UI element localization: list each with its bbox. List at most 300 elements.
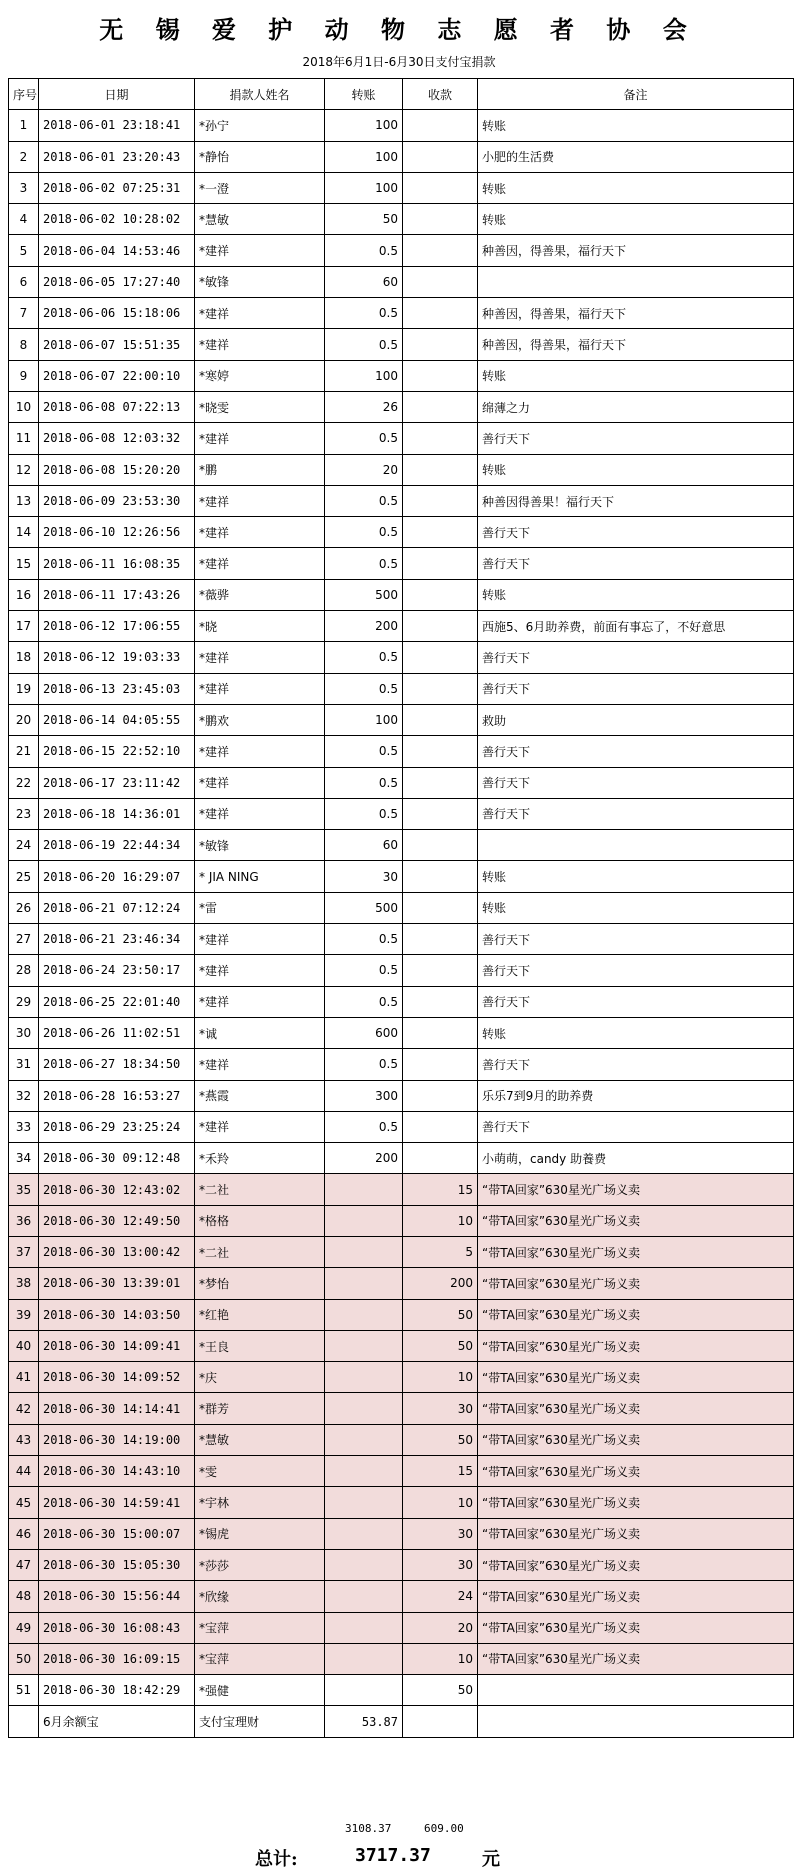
row-donor-name: *建祥: [195, 329, 325, 360]
row-index: 19: [9, 673, 39, 704]
row-donor-name: *宇林: [195, 1487, 325, 1518]
table-row: [9, 673, 794, 704]
row-donor-name: *建祥: [195, 298, 325, 329]
row-donor-name: *建祥: [195, 798, 325, 829]
row-index: 37: [9, 1236, 39, 1267]
table-row: [9, 1612, 794, 1643]
row-donor-name: *建祥: [195, 955, 325, 986]
row-donor-name: *格格: [195, 1205, 325, 1236]
row-received: 50: [403, 1675, 478, 1706]
row-donor-name: *建祥: [195, 517, 325, 548]
row-received: 200: [403, 1268, 478, 1299]
table-row: [9, 454, 794, 485]
row-donor-name: *王良: [195, 1330, 325, 1361]
row-note: “带TA回家”630星光广场义卖: [478, 1299, 794, 1330]
row-received: [403, 1111, 478, 1142]
row-note: “带TA回家”630星光广场义卖: [478, 1268, 794, 1299]
row-note: “带TA回家”630星光广场义卖: [478, 1643, 794, 1674]
row-date: 2018-06-29 23:25:24: [39, 1111, 195, 1142]
row-donor-name: *建祥: [195, 1111, 325, 1142]
row-note: “带TA回家”630星光广场义卖: [478, 1518, 794, 1549]
row-transfer: 100: [325, 141, 403, 172]
table-row: [9, 1393, 794, 1424]
row-index: 33: [9, 1111, 39, 1142]
row-donor-name: *群芳: [195, 1393, 325, 1424]
row-index: 29: [9, 986, 39, 1017]
row-transfer: [325, 1362, 403, 1393]
row-index: 17: [9, 611, 39, 642]
row-transfer: [325, 1643, 403, 1674]
row-note: 善行天下: [478, 423, 794, 454]
row-transfer: [325, 1487, 403, 1518]
table-row: [9, 579, 794, 610]
row-index: 21: [9, 736, 39, 767]
row-transfer: [325, 1581, 403, 1612]
table-header-row: [9, 79, 794, 110]
row-donor-name: *建祥: [195, 767, 325, 798]
row-date: 2018-06-19 22:44:34: [39, 830, 195, 861]
total-amount: 3717.37: [355, 1845, 431, 1866]
row-date: 2018-06-24 23:50:17: [39, 955, 195, 986]
row-donor-name: *建祥: [195, 986, 325, 1017]
row-date: 2018-06-30 18:42:29: [39, 1675, 195, 1706]
row-index: 40: [9, 1330, 39, 1361]
row-received: [403, 360, 478, 391]
row-note: “带TA回家”630星光广场义卖: [478, 1236, 794, 1267]
row-index: 43: [9, 1424, 39, 1455]
row-note: “带TA回家”630星光广场义卖: [478, 1424, 794, 1455]
row-note: 转账: [478, 579, 794, 610]
row-transfer: 0.5: [325, 235, 403, 266]
row-received: 30: [403, 1549, 478, 1580]
row-transfer: [325, 1330, 403, 1361]
page-title: 无 锡 爱 护 动 物 志 愿 者 协 会: [99, 15, 699, 44]
row-donor-name: *晓雯: [195, 391, 325, 422]
row-donor-name: *薇骅: [195, 579, 325, 610]
row-index: 14: [9, 517, 39, 548]
table-row: [9, 1017, 794, 1048]
row-transfer: [325, 1456, 403, 1487]
balance-index-cell: [9, 1706, 39, 1737]
row-transfer: [325, 1268, 403, 1299]
row-index: 35: [9, 1174, 39, 1205]
table-row: [9, 767, 794, 798]
row-date: 2018-06-12 19:03:33: [39, 642, 195, 673]
col-header-index: 序号: [9, 79, 39, 110]
row-received: [403, 798, 478, 829]
row-received: [403, 485, 478, 516]
row-received: [403, 141, 478, 172]
row-index: 1: [9, 110, 39, 141]
table-row: [9, 1362, 794, 1393]
row-donor-name: *莎莎: [195, 1549, 325, 1580]
row-index: 44: [9, 1456, 39, 1487]
row-donor-name: *晓: [195, 611, 325, 642]
row-note: 转账: [478, 110, 794, 141]
table-row: [9, 861, 794, 892]
row-transfer: 26: [325, 391, 403, 422]
row-note: “带TA回家”630星光广场义卖: [478, 1487, 794, 1518]
row-note: 善行天下: [478, 548, 794, 579]
row-note: 转账: [478, 360, 794, 391]
row-transfer: 0.5: [325, 955, 403, 986]
row-date: 2018-06-30 14:09:41: [39, 1330, 195, 1361]
row-received: 10: [403, 1362, 478, 1393]
row-index: 4: [9, 204, 39, 235]
row-date: 2018-06-21 23:46:34: [39, 924, 195, 955]
row-index: 32: [9, 1080, 39, 1111]
row-received: [403, 736, 478, 767]
row-received: 30: [403, 1393, 478, 1424]
row-donor-name: *慧敏: [195, 1424, 325, 1455]
row-note: 善行天下: [478, 924, 794, 955]
table-row: [9, 172, 794, 203]
row-transfer: 0.5: [325, 986, 403, 1017]
row-date: 2018-06-30 15:56:44: [39, 1581, 195, 1612]
row-received: [403, 1143, 478, 1174]
row-donor-name: *鹏欢: [195, 704, 325, 735]
row-date: 2018-06-08 07:22:13: [39, 391, 195, 422]
row-received: [403, 767, 478, 798]
col-header-donor: 捐款人姓名: [195, 79, 325, 110]
row-received: 20: [403, 1612, 478, 1643]
table-row: [9, 830, 794, 861]
row-donor-name: * JIA NING: [195, 861, 325, 892]
row-received: [403, 1049, 478, 1080]
total-unit: 元: [482, 1849, 500, 1870]
row-note: “带TA回家”630星光广场义卖: [478, 1549, 794, 1580]
table-row: [9, 485, 794, 516]
table-row: [9, 611, 794, 642]
row-donor-name: *雯: [195, 1456, 325, 1487]
table-row: [9, 1111, 794, 1142]
row-donor-name: *欣缘: [195, 1581, 325, 1612]
row-received: [403, 391, 478, 422]
row-date: 2018-06-30 16:09:15: [39, 1643, 195, 1674]
row-transfer: [325, 1393, 403, 1424]
row-donor-name: *静怡: [195, 141, 325, 172]
row-date: 2018-06-01 23:20:43: [39, 141, 195, 172]
row-note: 善行天下: [478, 1049, 794, 1080]
row-date: 2018-06-30 13:00:42: [39, 1236, 195, 1267]
row-received: [403, 955, 478, 986]
row-note: 种善因，得善果，福行天下: [478, 235, 794, 266]
row-date: 2018-06-30 14:03:50: [39, 1299, 195, 1330]
row-note: 绵薄之力: [478, 391, 794, 422]
table-row: [9, 704, 794, 735]
row-transfer: 100: [325, 110, 403, 141]
row-transfer: 100: [325, 172, 403, 203]
row-received: [403, 517, 478, 548]
row-received: 10: [403, 1643, 478, 1674]
row-note: “带TA回家”630星光广场义卖: [478, 1362, 794, 1393]
row-date: 2018-06-13 23:45:03: [39, 673, 195, 704]
row-note: 小肥的生活费: [478, 141, 794, 172]
row-note: 种善因，得善果，福行天下: [478, 298, 794, 329]
row-index: 16: [9, 579, 39, 610]
row-transfer: 30: [325, 861, 403, 892]
row-date: 2018-06-30 13:39:01: [39, 1268, 195, 1299]
row-date: 2018-06-04 14:53:46: [39, 235, 195, 266]
row-donor-name: *敏锋: [195, 830, 325, 861]
row-transfer: [325, 1299, 403, 1330]
table-row: [9, 235, 794, 266]
row-index: 41: [9, 1362, 39, 1393]
row-index: 28: [9, 955, 39, 986]
table-row: [9, 266, 794, 297]
row-transfer: 0.5: [325, 642, 403, 673]
table-row: [9, 1143, 794, 1174]
table-row: [9, 1675, 794, 1706]
row-donor-name: *建祥: [195, 548, 325, 579]
table-row: [9, 642, 794, 673]
row-transfer: 0.5: [325, 548, 403, 579]
row-donor-name: *慧敏: [195, 204, 325, 235]
row-index: 46: [9, 1518, 39, 1549]
total-label: 总计:: [255, 1849, 298, 1870]
row-index: 34: [9, 1143, 39, 1174]
table-row: [9, 1518, 794, 1549]
table-row: [9, 1456, 794, 1487]
row-index: 8: [9, 329, 39, 360]
table-row: [9, 1174, 794, 1205]
row-transfer: 200: [325, 1143, 403, 1174]
balance-received-cell: [403, 1706, 478, 1737]
row-received: [403, 861, 478, 892]
row-donor-name: *敏锋: [195, 266, 325, 297]
row-index: 7: [9, 298, 39, 329]
row-received: [403, 579, 478, 610]
row-date: 2018-06-30 15:05:30: [39, 1549, 195, 1580]
row-note: 善行天下: [478, 767, 794, 798]
table-row: [9, 798, 794, 829]
row-date: 2018-06-20 16:29:07: [39, 861, 195, 892]
table-row: [9, 1581, 794, 1612]
row-received: 15: [403, 1456, 478, 1487]
row-received: [403, 1080, 478, 1111]
row-index: 12: [9, 454, 39, 485]
row-received: [403, 423, 478, 454]
table-row: [9, 1049, 794, 1080]
table-row: [9, 955, 794, 986]
row-received: [403, 204, 478, 235]
row-received: 5: [403, 1236, 478, 1267]
row-received: [403, 266, 478, 297]
table-row: [9, 548, 794, 579]
row-index: 5: [9, 235, 39, 266]
row-transfer: 0.5: [325, 423, 403, 454]
row-transfer: 0.5: [325, 673, 403, 704]
row-donor-name: *燕霞: [195, 1080, 325, 1111]
row-date: 2018-06-15 22:52:10: [39, 736, 195, 767]
row-transfer: 0.5: [325, 329, 403, 360]
row-received: 30: [403, 1518, 478, 1549]
table-row: [9, 329, 794, 360]
row-transfer: 500: [325, 892, 403, 923]
row-date: 2018-06-08 12:03:32: [39, 423, 195, 454]
row-date: 2018-06-25 22:01:40: [39, 986, 195, 1017]
row-received: [403, 172, 478, 203]
row-transfer: 600: [325, 1017, 403, 1048]
table-row: [9, 298, 794, 329]
row-date: 2018-06-05 17:27:40: [39, 266, 195, 297]
table-body: [9, 110, 794, 1706]
row-donor-name: *建祥: [195, 642, 325, 673]
balance-source: 支付宝理财: [195, 1706, 325, 1737]
table-row: [9, 391, 794, 422]
row-date: 2018-06-14 04:05:55: [39, 704, 195, 735]
table-row: [9, 924, 794, 955]
row-index: 38: [9, 1268, 39, 1299]
row-received: 10: [403, 1487, 478, 1518]
row-index: 22: [9, 767, 39, 798]
balance-note-cell: [478, 1706, 794, 1737]
row-transfer: [325, 1174, 403, 1205]
row-received: [403, 110, 478, 141]
table-row: [9, 517, 794, 548]
table-row: [9, 986, 794, 1017]
row-transfer: 0.5: [325, 1111, 403, 1142]
row-index: 48: [9, 1581, 39, 1612]
row-date: 2018-06-18 14:36:01: [39, 798, 195, 829]
row-note: 转账: [478, 204, 794, 235]
row-donor-name: *庆: [195, 1362, 325, 1393]
row-note: 善行天下: [478, 798, 794, 829]
row-received: 50: [403, 1330, 478, 1361]
table-row: [9, 1299, 794, 1330]
row-index: 3: [9, 172, 39, 203]
row-index: 51: [9, 1675, 39, 1706]
row-index: 47: [9, 1549, 39, 1580]
row-transfer: 0.5: [325, 517, 403, 548]
donation-table: [8, 78, 794, 1738]
row-index: 10: [9, 391, 39, 422]
row-index: 11: [9, 423, 39, 454]
row-received: [403, 329, 478, 360]
row-transfer: 20: [325, 454, 403, 485]
row-received: [403, 704, 478, 735]
row-donor-name: *宝萍: [195, 1612, 325, 1643]
row-date: 2018-06-26 11:02:51: [39, 1017, 195, 1048]
row-index: 36: [9, 1205, 39, 1236]
row-date: 2018-06-02 10:28:02: [39, 204, 195, 235]
row-index: 45: [9, 1487, 39, 1518]
row-transfer: [325, 1675, 403, 1706]
row-note: 乐乐7到9月的助养费: [478, 1080, 794, 1111]
row-donor-name: *梦怡: [195, 1268, 325, 1299]
row-note: [478, 266, 794, 297]
row-index: 27: [9, 924, 39, 955]
transfer-total: 3108.37: [345, 1822, 392, 1835]
row-note: 小萌萌，candy 助養费: [478, 1143, 794, 1174]
row-date: 2018-06-30 12:49:50: [39, 1205, 195, 1236]
row-index: 26: [9, 892, 39, 923]
row-date: 2018-06-07 15:51:35: [39, 329, 195, 360]
row-donor-name: *宝萍: [195, 1643, 325, 1674]
row-donor-name: *红艳: [195, 1299, 325, 1330]
row-date: 2018-06-30 14:14:41: [39, 1393, 195, 1424]
row-received: [403, 611, 478, 642]
row-index: 31: [9, 1049, 39, 1080]
row-index: 50: [9, 1643, 39, 1674]
row-index: 20: [9, 704, 39, 735]
table-row: [9, 1080, 794, 1111]
row-note: “带TA回家”630星光广场义卖: [478, 1205, 794, 1236]
row-note: “带TA回家”630星光广场义卖: [478, 1581, 794, 1612]
row-donor-name: *雷: [195, 892, 325, 923]
row-date: 2018-06-10 12:26:56: [39, 517, 195, 548]
table-row: [9, 1424, 794, 1455]
row-index: 30: [9, 1017, 39, 1048]
row-date: 2018-06-06 15:18:06: [39, 298, 195, 329]
row-note: 种善因得善果！福行天下: [478, 485, 794, 516]
row-transfer: 60: [325, 830, 403, 861]
row-note: 善行天下: [478, 736, 794, 767]
row-received: [403, 673, 478, 704]
row-date: 2018-06-21 07:12:24: [39, 892, 195, 923]
row-index: 6: [9, 266, 39, 297]
row-note: 转账: [478, 861, 794, 892]
row-donor-name: *一澄: [195, 172, 325, 203]
row-received: [403, 892, 478, 923]
row-donor-name: *建祥: [195, 423, 325, 454]
row-note: 善行天下: [478, 642, 794, 673]
row-note: [478, 830, 794, 861]
row-index: 18: [9, 642, 39, 673]
row-note: “带TA回家”630星光广场义卖: [478, 1330, 794, 1361]
row-note: 救助: [478, 704, 794, 735]
row-transfer: 0.5: [325, 798, 403, 829]
row-index: 25: [9, 861, 39, 892]
row-transfer: 500: [325, 579, 403, 610]
row-transfer: 0.5: [325, 1049, 403, 1080]
row-donor-name: *孙宁: [195, 110, 325, 141]
table-row: [9, 1236, 794, 1267]
row-note: 转账: [478, 892, 794, 923]
row-note: 善行天下: [478, 517, 794, 548]
row-note: “带TA回家”630星光广场义卖: [478, 1612, 794, 1643]
row-note: 善行天下: [478, 986, 794, 1017]
row-date: 2018-06-09 23:53:30: [39, 485, 195, 516]
table-row: [9, 1330, 794, 1361]
row-transfer: 0.5: [325, 924, 403, 955]
table-row: [9, 360, 794, 391]
row-transfer: 0.5: [325, 298, 403, 329]
row-index: 42: [9, 1393, 39, 1424]
row-received: [403, 924, 478, 955]
row-note: 西施5、6月助养费，前面有事忘了，不好意思: [478, 611, 794, 642]
table-row: [9, 141, 794, 172]
col-header-note: 备注: [478, 79, 794, 110]
row-transfer: 0.5: [325, 736, 403, 767]
row-note: [478, 1675, 794, 1706]
page-subtitle: 2018年6月1日-6月30日支付宝捐款: [302, 55, 496, 69]
row-index: 9: [9, 360, 39, 391]
row-date: 2018-06-30 15:00:07: [39, 1518, 195, 1549]
row-date: 2018-06-12 17:06:55: [39, 611, 195, 642]
row-transfer: 60: [325, 266, 403, 297]
table-row: [9, 110, 794, 141]
row-date: 2018-06-30 09:12:48: [39, 1143, 195, 1174]
row-note: “带TA回家”630星光广场义卖: [478, 1393, 794, 1424]
table-row: [9, 423, 794, 454]
row-transfer: 300: [325, 1080, 403, 1111]
row-index: 15: [9, 548, 39, 579]
table-row: [9, 736, 794, 767]
row-transfer: 0.5: [325, 767, 403, 798]
row-date: 2018-06-30 14:43:10: [39, 1456, 195, 1487]
row-received: [403, 454, 478, 485]
